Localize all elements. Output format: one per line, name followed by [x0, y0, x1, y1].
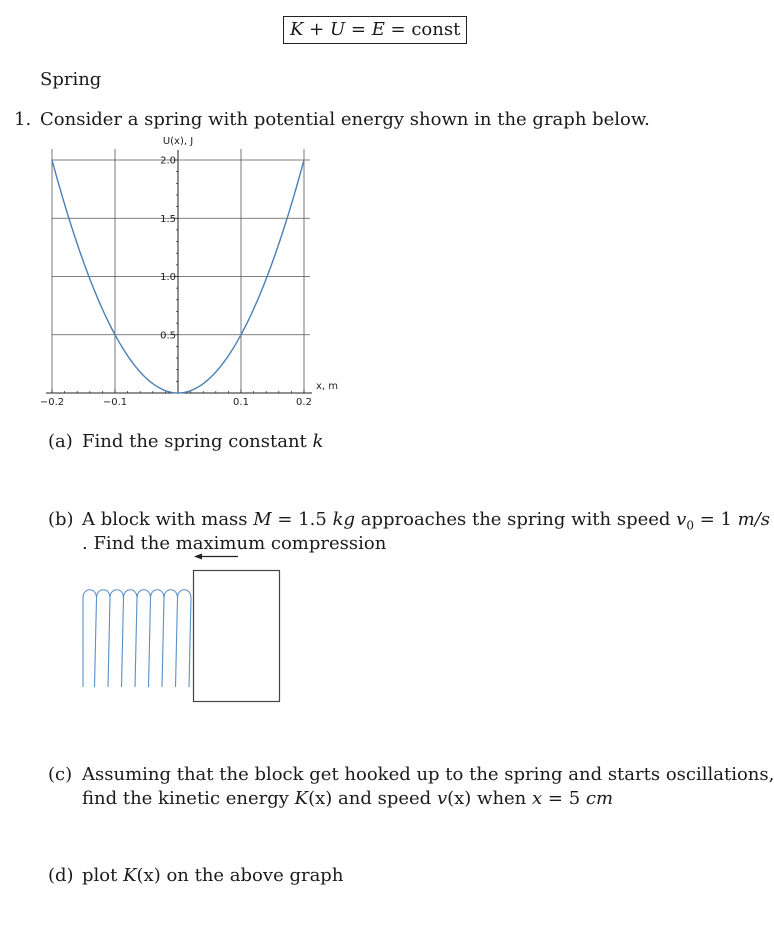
problem-statement: Consider a spring with potential energy shown in the graph below. — [40, 109, 650, 130]
eq-K: K — [290, 19, 304, 40]
y-axis-label: U(x), J — [162, 136, 194, 147]
boxed-equation — [283, 16, 467, 44]
arrow-head — [194, 554, 202, 560]
part-b-end: = 1 — [693, 509, 738, 530]
part-c-line2 — [82, 788, 613, 810]
y-tick-label: 0.5 — [160, 330, 176, 342]
part-b-post: approaches the spring with speed — [355, 509, 677, 530]
spring-block-diagram — [70, 555, 300, 707]
part-d-post: on the above graph — [160, 865, 344, 886]
problem-number: 1. — [14, 109, 32, 130]
var-K: K — [294, 788, 309, 809]
section-title: Spring — [40, 69, 102, 90]
part-d-label: (d) — [48, 865, 74, 886]
unit-cm: cm — [585, 788, 614, 809]
eq-U: U — [329, 19, 346, 40]
part-b-mid: = 1.5 — [271, 509, 333, 530]
part-c-b: and speed — [332, 788, 437, 809]
y-tick-label: 1.5 — [160, 213, 176, 225]
eq-const: = const — [384, 19, 461, 40]
unit-m-per-s: m/s — [737, 509, 771, 530]
var-v0-subscript: 0 — [686, 518, 694, 533]
part-c-a: find the kinetic energy — [82, 788, 295, 809]
var-v-arg: (x) — [447, 788, 472, 809]
part-c-c: when — [471, 788, 533, 809]
part-c-label: (c) — [48, 764, 73, 785]
spring-coil-path — [83, 590, 191, 687]
y-tick-label: 2.0 — [160, 155, 176, 167]
eq-plus: + — [303, 19, 330, 40]
part-c-d: = 5 — [542, 788, 586, 809]
part-d-var-K-arg: (x) — [136, 865, 161, 886]
var-k: k — [312, 431, 324, 452]
part-d-text — [82, 865, 343, 887]
part-b-pre: A block with mass — [82, 509, 254, 530]
eq-E: E — [371, 19, 385, 40]
x-axis-label: x, m — [316, 381, 339, 392]
unit-kg: kg — [332, 509, 356, 530]
var-K-arg: (x) — [308, 788, 333, 809]
eq-equals-1: = — [345, 19, 372, 40]
x-tick-label: 0.2 — [296, 397, 312, 408]
velocity-arrow — [194, 554, 238, 560]
potential-energy-chart — [30, 128, 350, 413]
var-x: x — [532, 788, 543, 809]
var-v: v — [436, 788, 448, 809]
part-a-text — [82, 431, 323, 453]
part-d-pre: plot — [82, 865, 124, 886]
var-M: M — [253, 509, 272, 530]
part-a-sentence: Find the spring constant — [82, 431, 313, 452]
var-v0: v — [676, 509, 687, 530]
block — [194, 571, 280, 702]
spring-coils — [83, 590, 191, 687]
x-tick-label: 0.1 — [233, 397, 249, 408]
x-tick-label: −0.1 — [102, 397, 128, 408]
part-a-label: (a) — [48, 431, 73, 452]
part-b-line2: . Find the maximum compression — [82, 533, 387, 554]
x-tick-label: −0.2 — [39, 397, 65, 408]
part-c-line1: Assuming that the block get hooked up to the spring and starts oscillations, — [82, 764, 774, 785]
part-b-label: (b) — [48, 509, 74, 530]
part-d-var-K: K — [123, 865, 137, 886]
y-tick-label: 1.0 — [160, 272, 176, 283]
